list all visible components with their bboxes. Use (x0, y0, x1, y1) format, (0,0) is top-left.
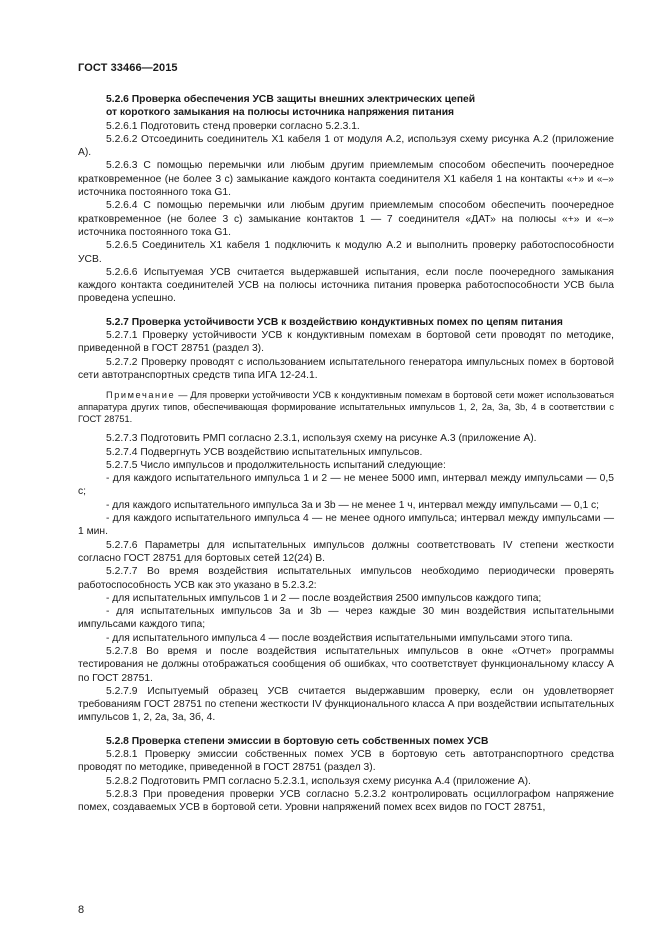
note-text: — Для проверки устойчивости УСВ к кондуктивным помехам в бортовой сети может использоваться аппаратура других типов, обеспечивающая формирование испытательных импульсов 1, 2, 2а, 3а, 3b, 4 в соответствии с ГОСТ 28751. (78, 390, 614, 425)
list-item-5-2-7-7-c: - для испытательного импульса 4 — после воздействия испытательными импульсами этого типа. (106, 632, 573, 644)
paragraph-5-2-7-9: 5.2.7.9 Испытуемый образец УСВ считается выдержавшим проверку, если он удовлетворяет требованиям ГОСТ 28751 по степени жесткости IV функционального класса А при воздействии испытательных импульсов 1, 2, 2а, 3а, 3б, 4. (78, 685, 614, 724)
list-item-5-2-7-7-a: - для испытательных импульсов 1 и 2 — после воздействия 2500 импульсов каждого типа; (106, 592, 542, 604)
document-body (78, 93, 614, 815)
list-item-5-2-7-5-a: - для каждого испытательного импульса 1 и 2 — не менее 5000 имп, интервал между импульсами — 0,5 с; (78, 473, 614, 498)
paragraph-5-2-6-1: 5.2.6.1 Подготовить стенд проверки согласно 5.2.3.1. (106, 120, 360, 132)
section-heading-5-2-8: 5.2.8 Проверка степени эмиссии в бортовую сеть собственных помех УСВ (106, 735, 489, 747)
paragraph-5-2-7-6: 5.2.7.6 Параметры для испытательных импульсов должны соответствовать IV степени жесткости согласно ГОСТ 28751 для бортовых сетей 12(24) В. (78, 539, 614, 564)
list-item-5-2-7-7-b: - для испытательных импульсов 3а и 3b — через каждые 30 мин воздействия испытательными импульсами каждого типа; (78, 606, 614, 631)
note-5-2-7 (78, 389, 614, 425)
paragraph-5-2-6-6: 5.2.6.6 Испытуемая УСВ считается выдержавшей испытания, если после поочередного замыкания каждого контакта соединителей УСВ на полюсы источника питания проверка работоспособности УСВ была проведена успешно. (78, 266, 614, 305)
paragraph-5-2-7-2: 5.2.7.2 Проверку проводят с использованием испытательного генератора импульсных помех в бортовой сети автотранспортных средств типа ИГА 12-24.1. (78, 356, 614, 381)
paragraph-5-2-7-8: 5.2.7.8 Во время и после воздействия испытательных импульсов в окне «Отчет» программы тестирования не должны отображаться сообщения об ошибках, что соответствует функциональному классу А по ГОСТ 28751. (78, 645, 614, 684)
paragraph-5-2-7-4: 5.2.7.4 Подвергнуть УСВ воздействию испытательных импульсов. (106, 446, 423, 458)
paragraph-5-2-8-2: 5.2.8.2 Подготовить РМП согласно 5.2.3.1, используя схему рисунка А.4 (приложение А). (106, 775, 531, 787)
note-label: Примечание (106, 390, 176, 401)
paragraph-5-2-6-5: 5.2.6.5 Соединитель X1 кабеля 1 подключить к модулю А.2 и выполнить проверку работоспособности УСВ. (78, 240, 614, 265)
page-number: 8 (78, 904, 85, 916)
paragraph-5-2-7-1: 5.2.7.1 Проверку устойчивости УСВ к кондуктивным помехам в бортовой сети проводят по методике, приведенной в ГОСТ 28751 (раздел 3). (78, 330, 614, 355)
paragraph-5-2-6-3: 5.2.6.3 С помощью перемычки или любым другим приемлемым способом обеспечить поочередное кратковременное (не более 3 с) замыкание каждого контакта соединителя X1 кабеля 1 на контакты «+» и «–» источника постоянного тока G1. (78, 160, 614, 199)
paragraph-5-2-7-7: 5.2.7.7 Во время воздействия испытательных импульсов необходимо периодически проверять работоспособность УСВ как это указано в 5.2.3.2: (78, 566, 614, 591)
list-item-5-2-7-5-b: - для каждого испытательного импульса 3а и 3b — не менее 1 ч, интервал между импульсами — 0,1 с; (106, 499, 600, 511)
paragraph-5-2-6-4: 5.2.6.4 С помощью перемычки или любым другим приемлемым способом обеспечить поочередное кратковременное (не более 3 с) замыкание контактов 1 — 7 соединителя «ДАТ» на полюсы «+» и «–» источника постоянного тока G1. (78, 200, 614, 238)
paragraph-5-2-8-3: 5.2.8.3 При проведения проверки УСВ согласно 5.2.3.2 контролировать осциллографом напряжение помех, создаваемых УСВ в бортовой сети. Уровни напряжений помех всех видов по ГОСТ 28751, (78, 788, 614, 814)
paragraph-5-2-7-3: 5.2.7.3 Подготовить РМП согласно 2.3.1, используя схему на рисунке А.3 (приложение А). (106, 433, 537, 445)
document-code-header: ГОСТ 33466—2015 (78, 62, 178, 74)
paragraph-5-2-8-1: 5.2.8.1 Проверку эмиссии собственных помех УСВ в бортовую сеть автотранспортного средства проводят по методике, приведенной в ГОСТ 28751 (раздел 3). (78, 749, 614, 774)
section-heading-5-2-7: 5.2.7 Проверка устойчивости УСВ к воздействию кондуктивных помех по цепям питания (106, 316, 563, 328)
section-heading-5-2-6-line1: 5.2.6 Проверка обеспечения УСВ защиты внешних электрических цепей (106, 94, 476, 105)
section-heading-5-2-6-line2: от короткого замыкания на полюсы источника напряжения питания (106, 107, 455, 119)
paragraph-5-2-6-2: 5.2.6.2 Отсоединить соединитель X1 кабеля 1 от модуля А.2, используя схему рисунка А.2 (приложение А). (78, 133, 614, 159)
list-item-5-2-7-5-c: - для каждого испытательного импульса 4 — не менее одного импульса; интервал между импульсами — 1 мин. (78, 513, 614, 538)
paragraph-5-2-7-5: 5.2.7.5 Число импульсов и продолжительность испытаний следующие: (106, 459, 446, 471)
